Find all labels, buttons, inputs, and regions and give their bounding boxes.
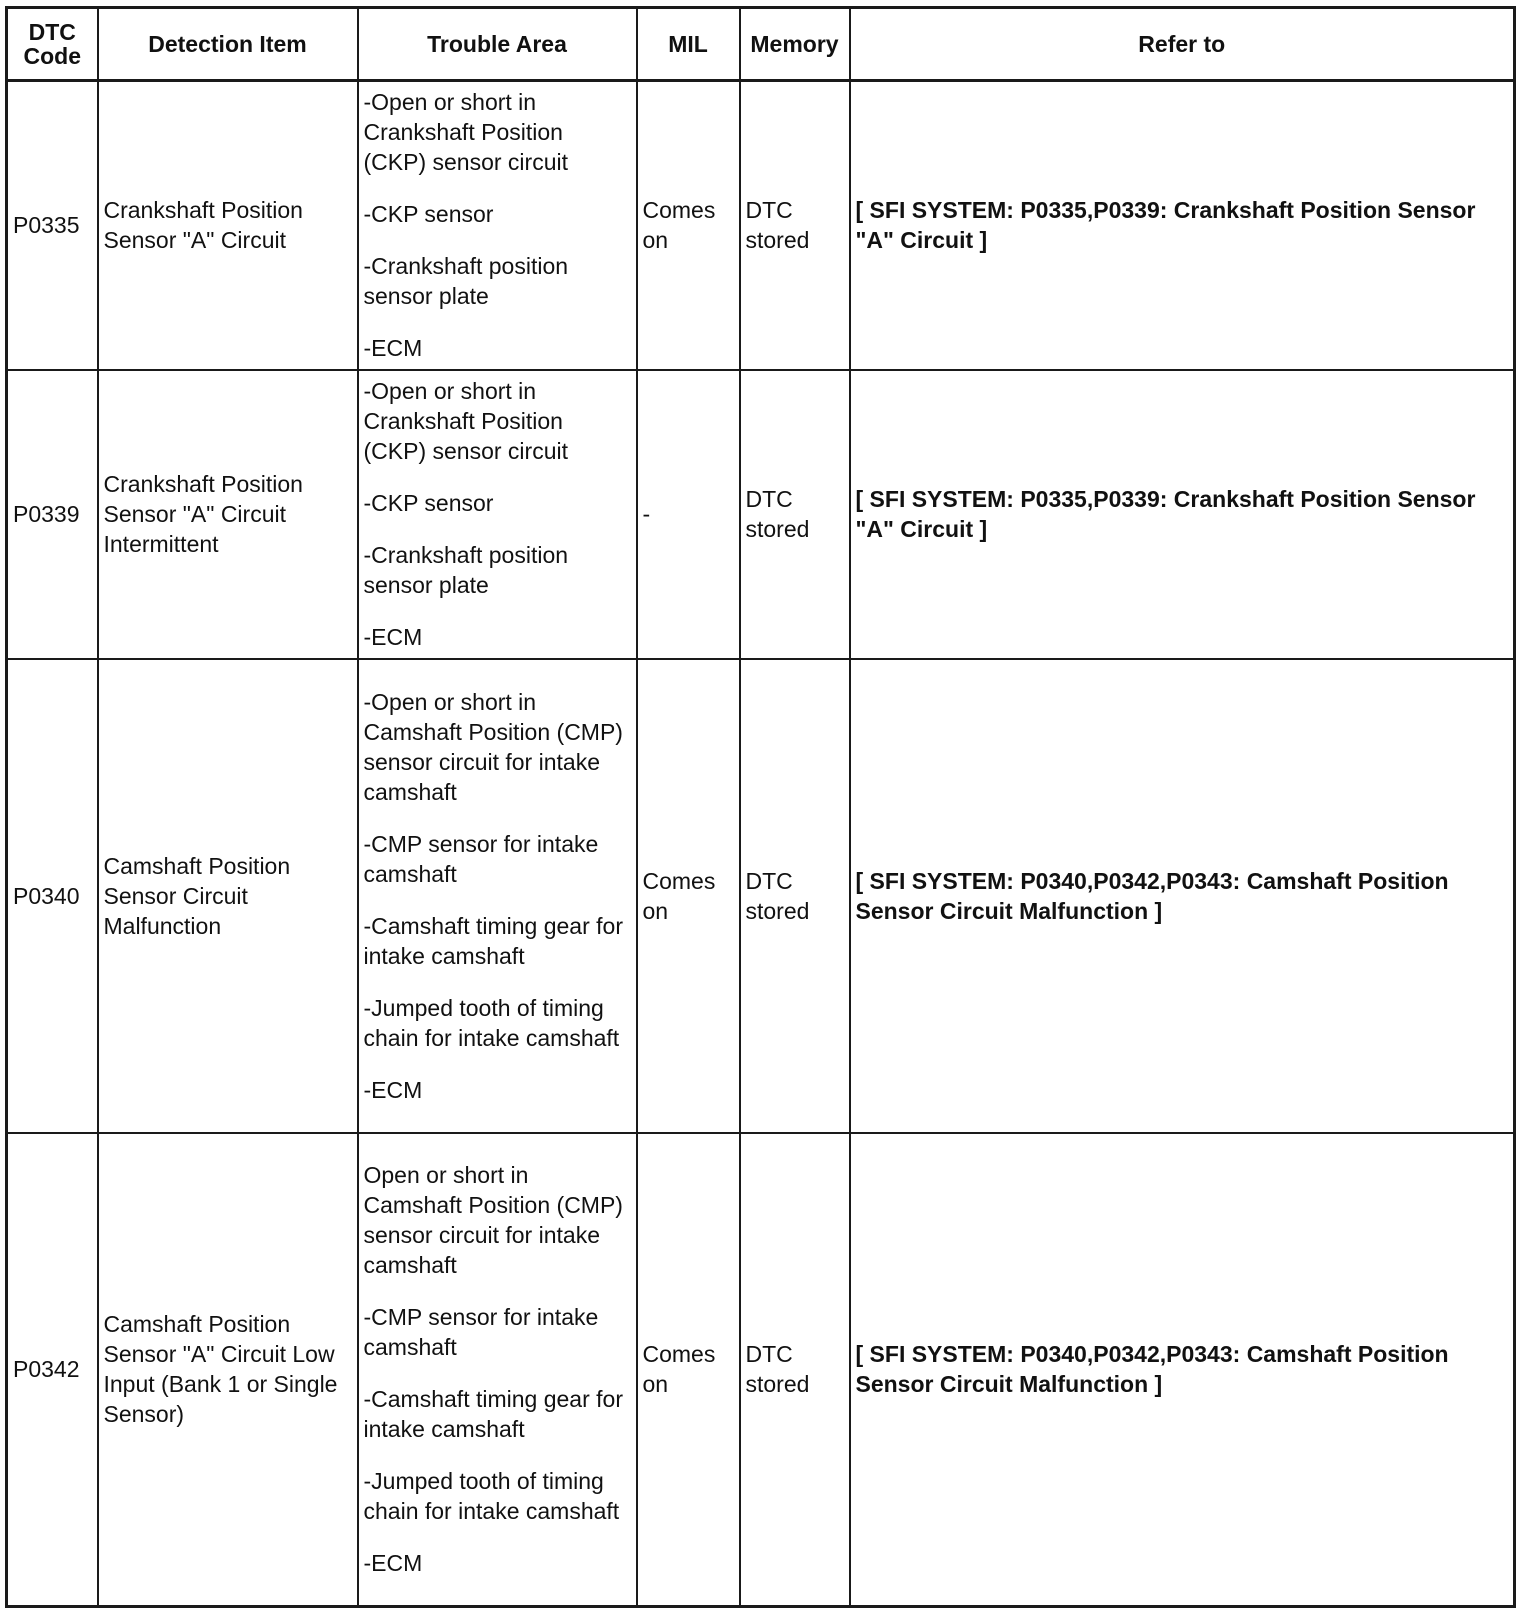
trouble-area-item: -CMP sensor for intake camshaft	[363, 830, 599, 887]
memory-cell: DTC stored	[740, 370, 850, 659]
detection-item-cell: Crankshaft Position Sensor "A" Circuit	[98, 81, 358, 370]
mil-cell: Comes on	[637, 81, 740, 370]
refer-to-link[interactable]: [ SFI SYSTEM: P0335,P0339: Crankshaft Position Sensor "A" Circuit ]	[850, 81, 1515, 370]
dtc-code-cell: P0342	[7, 1133, 98, 1607]
dtc-code-cell: P0340	[7, 659, 98, 1133]
trouble-area-item: -ECM	[363, 335, 423, 362]
trouble-area-item: -Crankshaft position sensor plate	[363, 542, 569, 598]
trouble-area-item: -CKP sensor	[363, 490, 494, 516]
trouble-area-item: -Jumped tooth of timing chain for intake camshaft	[363, 1468, 620, 1525]
detection-item-cell: Crankshaft Position Sensor "A" Circuit Intermittent	[98, 370, 358, 659]
trouble-area-item: -Open or short in Camshaft Position (CMP) sensor circuit for intake camshaft	[363, 688, 623, 805]
trouble-area-item: -ECM	[363, 1550, 423, 1577]
trouble-area-item: -CMP sensor for intake camshaft	[363, 1304, 599, 1361]
table-row	[7, 1133, 1515, 1607]
trouble-area-item: -Camshaft timing gear for intake camshaft	[363, 1386, 623, 1443]
refer-to-link[interactable]: [ SFI SYSTEM: P0340,P0342,P0343: Camshaft Position Sensor Circuit Malfunction ]	[850, 659, 1515, 1133]
memory-cell: DTC stored	[740, 81, 850, 370]
mil-cell: Comes on	[637, 659, 740, 1133]
trouble-area-item: -Open or short in Crankshaft Position (CKP) sensor circuit	[363, 378, 568, 464]
trouble-area-cell	[358, 659, 637, 1133]
trouble-area-item: -ECM	[363, 624, 423, 650]
dtc-table	[5, 6, 1516, 1608]
header-mil: MIL	[637, 8, 740, 81]
trouble-area-item: -Open or short in Crankshaft Position (CKP) sensor circuit	[363, 89, 568, 176]
trouble-area-cell	[358, 370, 637, 659]
table-row	[7, 370, 1515, 659]
header-detection-item: Detection Item	[98, 8, 358, 81]
trouble-area-item: Open or short in Camshaft Position (CMP) sensor circuit for intake camshaft	[363, 1162, 623, 1279]
trouble-area-cell	[358, 81, 637, 370]
mil-cell: -	[637, 370, 740, 659]
trouble-area-item: -ECM	[363, 1076, 423, 1103]
trouble-area-item: -Crankshaft position sensor plate	[363, 253, 569, 310]
dtc-code-cell: P0335	[7, 81, 98, 370]
header-dtc-code: DTC Code	[7, 8, 98, 81]
detection-item-cell: Camshaft Position Sensor "A" Circuit Low Input (Bank 1 or Single Sensor)	[98, 1133, 358, 1607]
header-row	[7, 8, 1515, 81]
header-memory: Memory	[740, 8, 850, 81]
trouble-area-item: -Jumped tooth of timing chain for intake camshaft	[363, 994, 620, 1051]
memory-cell: DTC stored	[740, 1133, 850, 1607]
mil-cell: Comes on	[637, 1133, 740, 1607]
dtc-code-cell: P0339	[7, 370, 98, 659]
trouble-area-cell	[358, 1133, 637, 1607]
trouble-area-item: -Camshaft timing gear for intake camshaft	[363, 912, 623, 969]
header-refer-to: Refer to	[850, 8, 1515, 81]
refer-to-link[interactable]: [ SFI SYSTEM: P0340,P0342,P0343: Camshaft Position Sensor Circuit Malfunction ]	[850, 1133, 1515, 1607]
detection-item-cell: Camshaft Position Sensor Circuit Malfunction	[98, 659, 358, 1133]
trouble-area-item: -CKP sensor	[363, 201, 494, 228]
dtc-table-wrapper	[5, 6, 1513, 1608]
table-row	[7, 659, 1515, 1133]
memory-cell: DTC stored	[740, 659, 850, 1133]
table-row	[7, 81, 1515, 370]
header-trouble-area: Trouble Area	[358, 8, 637, 81]
refer-to-link[interactable]: [ SFI SYSTEM: P0335,P0339: Crankshaft Position Sensor "A" Circuit ]	[850, 370, 1515, 659]
